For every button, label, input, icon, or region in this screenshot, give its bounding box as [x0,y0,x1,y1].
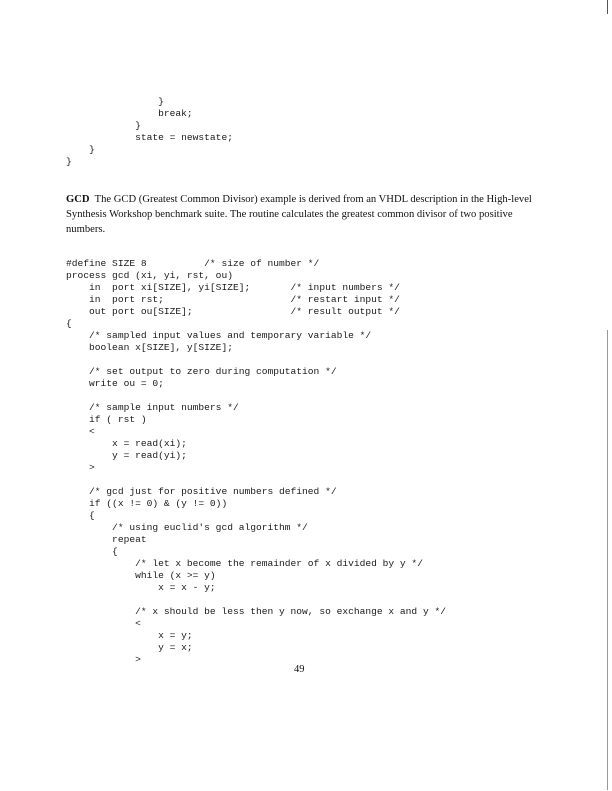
code-line: state = newstate; [66,132,233,143]
code-line: /* using euclid's gcd algorithm */ [66,522,308,533]
code-line: #define SIZE 8 /* size of number */ [66,258,320,269]
code-line: x = y; [66,630,193,641]
code-line: } [66,144,95,155]
page-number: 49 [294,664,305,675]
code-line: /* let x become the remainder of x divided by y */ [66,558,423,569]
code-line: > [66,654,141,665]
code-listing-gcd [66,258,446,666]
code-line: } [66,120,141,131]
code-line: while (x >= y) [66,570,216,581]
code-line: process gcd (xi, yi, rst, ou) [66,270,233,281]
code-line: /* sample input numbers */ [66,402,239,413]
code-line: } [66,156,72,167]
code-line: y = read(yi); [66,450,187,461]
code-line: in port rst; /* restart input */ [66,294,400,305]
page-edge-line [607,330,608,790]
code-line: repeat [66,534,147,545]
code-line: > [66,462,95,473]
code-line: write ou = 0; [66,378,164,389]
code-listing-continuation [66,96,233,168]
section-text: The GCD (Greatest Common Divisor) example is derived from an VHDL description in the High-level Synthesis Workshop benchmark suite. The routine calculates the greatest common divisor of two positive numbers. [66,194,532,235]
code-line: /* sampled input values and temporary variable */ [66,330,372,341]
page-edge-line [607,0,608,14]
code-line: /* x should be less then y now, so exchange x and y */ [66,606,446,617]
code-line: if ((x != 0) & (y != 0)) [66,498,228,509]
code-line: { [66,510,95,521]
code-line: out port ou[SIZE]; /* result output */ [66,306,400,317]
code-line: y = x; [66,642,193,653]
code-line: /* set output to zero during computation */ [66,366,337,377]
code-line: { [66,546,118,557]
code-line: } [66,96,164,107]
code-line: < [66,618,141,629]
code-line: if ( rst ) [66,414,147,425]
code-line: x = read(xi); [66,438,187,449]
code-line: in port xi[SIZE], yi[SIZE]; /* input numbers */ [66,282,400,293]
code-line: < [66,426,95,437]
section-paragraph [66,192,542,237]
code-line: break; [66,108,193,119]
section-heading: GCD [66,194,90,205]
code-line: boolean x[SIZE], y[SIZE]; [66,342,233,353]
code-line: { [66,318,72,329]
code-line: /* gcd just for positive numbers defined */ [66,486,337,497]
code-line: x = x - y; [66,582,216,593]
